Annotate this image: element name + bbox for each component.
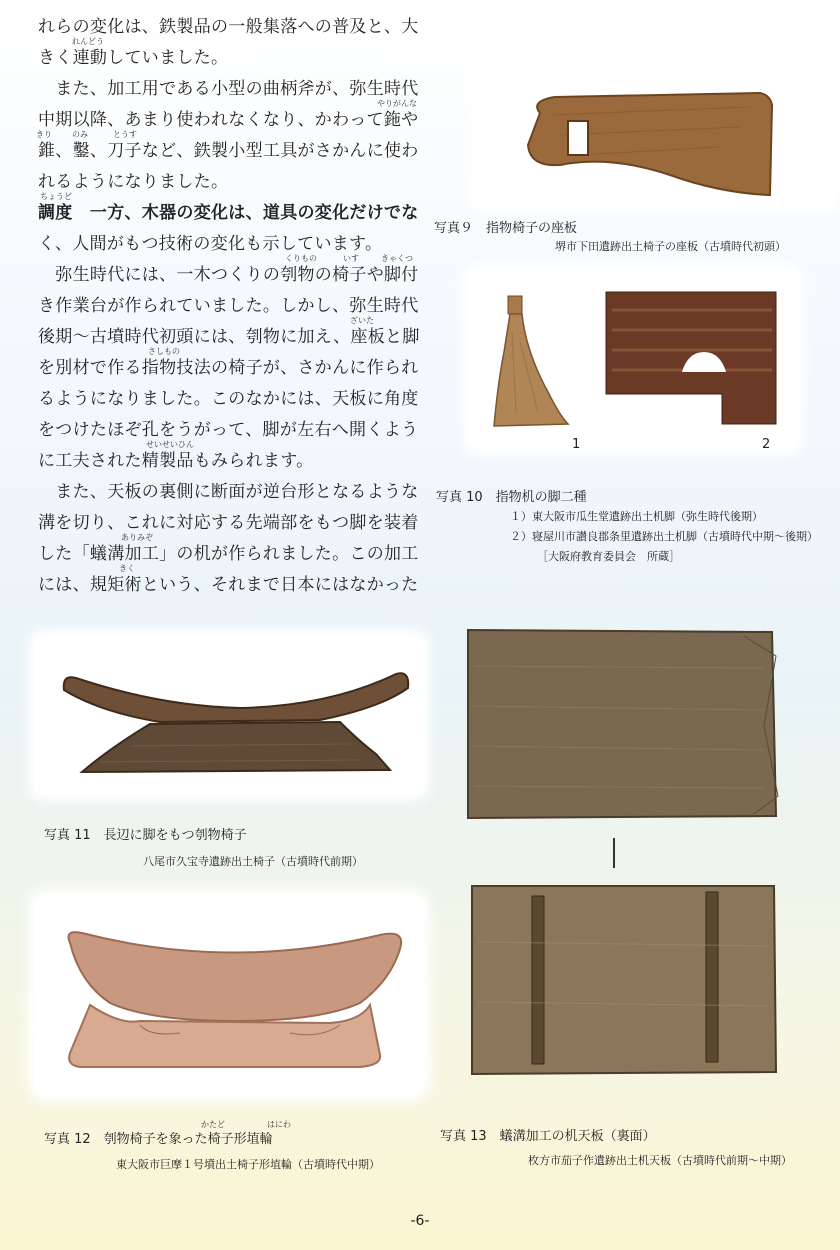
ruby: はにわ: [267, 1120, 291, 1129]
ruby: のみ: [72, 130, 88, 139]
photo-13-credit: 枚方市茄子作遺跡出土机天板（古墳時代前期〜中期）: [528, 1154, 792, 1167]
ruby: ちょうど: [40, 192, 72, 201]
body-line: 中期以降、あまり使われなくなり、かわって鉇や: [38, 110, 419, 130]
body-line: をつけたほぞ孔をうがって、脚が左右へ開くよう: [38, 420, 419, 440]
ruby: ざいた: [350, 316, 374, 325]
photo-10-credit-3: ［大阪府教育委員会 所蔵］: [537, 550, 680, 563]
body-text: [38, 12, 423, 601]
photo-9-credit: 堺市下田遺跡出土椅子の座板（古墳時代初頭）: [555, 240, 786, 253]
photo-13-caption: 写真 13 蟻溝加工の机天板（裏面）: [440, 1129, 656, 1144]
body-line: れらの変化は、鉄製品の一般集落への普及と、大: [38, 17, 419, 37]
ruby: かたど: [201, 1120, 225, 1129]
hollowed-chair-photo: [60, 662, 412, 778]
desk-top-back-photo: [468, 882, 780, 1078]
body-line: く、人間がもつ技術の変化も示しています。: [38, 234, 383, 254]
body-line: きく連動していました。: [38, 48, 229, 68]
body-line: を別材で作る指物技法の椅子が、さかんに作られ: [38, 358, 419, 378]
body-line: き作業台が作られていました。しかし、弥生時代: [38, 296, 419, 316]
body-line: また、加工用である小型の曲柄斧が、弥生時代: [38, 79, 419, 99]
body-line: に工夫された精製品もみられます。: [38, 451, 314, 471]
photo-11-caption: 写真 11 長辺に脚をもつ刳物椅子: [44, 828, 247, 843]
desk-top-front-photo: [464, 626, 780, 822]
body-line: また、天板の裏側に断面が逆台形となるような: [38, 482, 419, 502]
photo-11-credit: 八尾市久宝寺遺跡出土椅子（古墳時代前期）: [143, 855, 363, 868]
photo-10-credit-2: ２）寝屋川市讃良郡条里遺跡出土机脚（古墳時代中期〜後期）: [510, 530, 818, 543]
photo-10-label-1: 1: [572, 437, 581, 452]
ruby: れんどう: [72, 37, 104, 46]
page-number: -6-: [410, 1213, 430, 1229]
ruby: きり: [36, 130, 52, 139]
body-line-heading: 調度 一方、木器の変化は、道具の変化だけでな: [38, 203, 419, 223]
divider-line: [612, 838, 616, 868]
photo-10-label-2: 2: [762, 437, 771, 452]
body-line: 弥生時代には、一木つくりの刳物の椅子や脚付: [38, 265, 419, 285]
body-line: るようになりました。このなかには、天板に角度: [38, 389, 419, 409]
desk-leg-2-photo: [604, 290, 779, 430]
body-line: れるようになりました。: [38, 172, 229, 192]
body-line: 溝を切り、これに対応する先端部をもつ脚を装着: [38, 513, 419, 533]
ruby: きく: [119, 564, 135, 573]
ruby: せいせいひん: [146, 440, 194, 449]
ruby: とうす: [113, 130, 137, 139]
body-line: 後期〜古墳時代初頭には、刳物に加え、座板と脚: [38, 327, 420, 347]
photo-12-credit: 東大阪市巨摩１号墳出土椅子形埴輪（古墳時代中期）: [116, 1158, 380, 1171]
seat-board-photo: [520, 85, 775, 200]
ruby: やりがんな: [377, 99, 417, 108]
body-line: には、規矩術という、それまで日本にはなかった: [38, 575, 419, 595]
ruby: くりもの: [285, 254, 317, 263]
body-line: した「蟻溝加工」の机が作られました。この加工: [38, 544, 419, 564]
ruby: ありみぞ: [121, 533, 153, 542]
photo-9-caption: 写真９ 指物椅子の座板: [434, 221, 578, 236]
chair-haniwa-photo: [60, 925, 410, 1075]
photo-10-credit-1: １）東大阪市瓜生堂遺跡出土机脚（弥生時代後期）: [510, 510, 763, 523]
photo-12-caption: 写真 12 刳物椅子を象った椅子形埴輪: [44, 1132, 273, 1147]
photo-10-caption: 写真 10 指物机の脚二種: [436, 490, 587, 505]
body-line: 錐、鑿、刀子など、鉄製小型工具がさかんに使わ: [38, 141, 419, 161]
ruby: きゃくつ: [381, 254, 413, 263]
desk-leg-1-photo: [488, 292, 578, 432]
ruby: さしもの: [148, 347, 180, 356]
ruby: いす: [343, 254, 359, 263]
